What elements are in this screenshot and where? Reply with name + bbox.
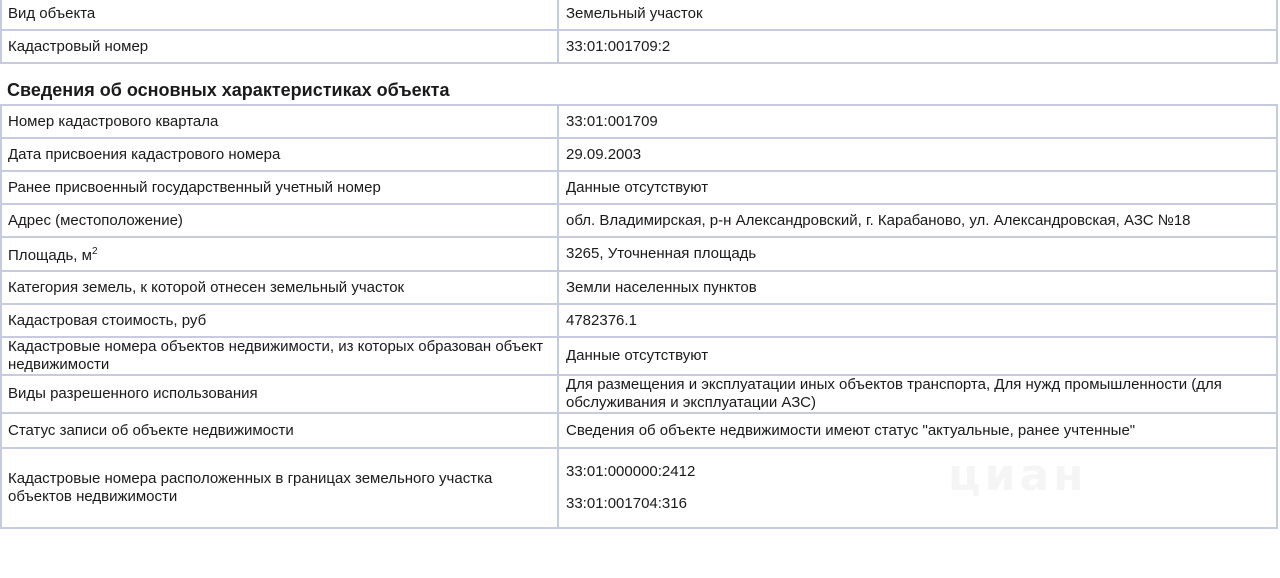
row-label — [1, 237, 558, 271]
row-value — [558, 448, 1277, 528]
row-label: Кадастровый номер — [1, 30, 558, 63]
row-value: Для размещения и эксплуатации иных объектов транспорта, Для нужд промышленности (для обслуживания и эксплуатации АЗС) — [558, 375, 1277, 413]
row-label: Ранее присвоенный государственный учетный номер — [1, 171, 558, 204]
characteristics-table — [0, 104, 1278, 529]
row-value: Данные отсутствуют — [558, 337, 1277, 375]
row-value: 33:01:001709:2 — [558, 30, 1277, 63]
row-value: Данные отсутствуют — [558, 171, 1277, 204]
row-label: Кадастровые номера объектов недвижимости, из которых образован объект недвижимости — [1, 337, 558, 375]
row-label: Виды разрешенного использования — [1, 375, 558, 413]
row-value: Сведения об объекте недвижимости имеют статус "актуальные, ранее учтенные" — [558, 413, 1277, 448]
row-label: Адрес (местоположение) — [1, 204, 558, 237]
object-info-table — [0, 0, 1278, 64]
row-value: 29.09.2003 — [558, 138, 1277, 171]
row-value: обл. Владимирская, р-н Александровский, г. Карабаново, ул. Александровская, АЗС №18 — [558, 204, 1277, 237]
row-label: Статус записи об объекте недвижимости — [1, 413, 558, 448]
cadastral-number: 33:01:000000:2412 — [566, 463, 696, 480]
row-value: Земли населенных пунктов — [558, 271, 1277, 304]
row-label: Дата присвоения кадастрового номера — [1, 138, 558, 171]
row-value: 3265, Уточненная площадь — [558, 237, 1277, 271]
table-row — [1, 204, 1277, 237]
watermark-logo: циан — [948, 450, 1088, 501]
area-unit-superscript: 2 — [91, 246, 98, 257]
row-label: Кадастровые номера расположенных в границах земельного участка объектов недвижимости — [1, 448, 558, 528]
row-value: Земельный участок — [558, 0, 1277, 30]
area-label-text: Площадь, м — [8, 247, 92, 264]
table-row — [1, 304, 1277, 337]
table-row — [1, 448, 1277, 528]
row-label: Номер кадастрового квартала — [1, 105, 558, 138]
row-value: 33:01:001709 — [558, 105, 1277, 138]
table-row — [1, 375, 1277, 413]
cadastral-number: 33:01:001704:316 — [566, 495, 687, 512]
table-row — [1, 138, 1277, 171]
table-row — [1, 337, 1277, 375]
table-row — [1, 413, 1277, 448]
table-row — [1, 30, 1277, 63]
section-title: Сведения об основных характеристиках объекта — [7, 80, 450, 100]
table-row — [1, 237, 1277, 271]
table-row — [1, 0, 1277, 30]
row-label: Категория земель, к которой отнесен земельный участок — [1, 271, 558, 304]
row-label: Вид объекта — [1, 0, 558, 30]
table-row — [1, 271, 1277, 304]
row-label: Кадастровая стоимость, руб — [1, 304, 558, 337]
table-row — [1, 105, 1277, 138]
row-value: 4782376.1 — [558, 304, 1277, 337]
table-row — [1, 171, 1277, 204]
